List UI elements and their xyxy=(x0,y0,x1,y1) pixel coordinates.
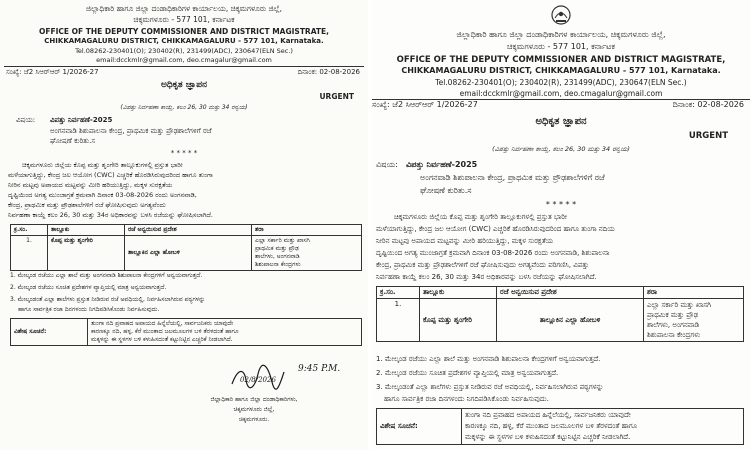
act-reference: (ವಿಪತ್ತು ನಿರ್ವಹಣಾ ಕಾಯ್ದೆ, ಕಲಂ 26, 30 ಮತ್ತು 34 ರನ್ವಯ) xyxy=(492,145,630,153)
note-line: 3. ಮೇಲ್ಕಂಡಂತೆ ಎಲ್ಲಾ ಶಾಲೆಗಳು ಪ್ರಸ್ತುತ ನೀಡಿರುವ ರಜೆ ಅವಧಿಯಲ್ಲಿ, ನಿರ್ವಹಿಸಲಾಗಿರುವ ಪಠ್ಯಗಳನ್ನು xyxy=(376,383,604,391)
office-name-english: OFFICE OF THE DEPUTY COMMISSIONER AND DISTRICT MAGISTRATE, xyxy=(38,27,330,36)
urgent-label: URGENT xyxy=(319,92,354,101)
table-header-row xyxy=(377,287,744,299)
subject-line-2: ಅಂಗನವಾಡಿ ಶಿಶುಪಾಲನಾ ಕೇಂದ್ರ, ಪ್ರಾಥಮಿಕ ಮತ್ತು ಪ್ರೌಢಶಾಲೆಗಳಿಗೆ ರಜೆ xyxy=(50,127,212,135)
office-phone: Tel.08262-230401(O); 230402(R), 231499(ADC), 230647(ELN Sec.) xyxy=(435,78,687,87)
special-note-label: ವಿಶೇಷ ಸೂಚನೆ: xyxy=(377,409,462,445)
table-row xyxy=(377,299,744,342)
office-email: email:dcckmlr@gmail.com, deo.cmagalur@gmail.com xyxy=(459,89,663,98)
subject-line-3: ಘೋಷಣೆ ಕುರಿತು.ಸ xyxy=(420,186,472,195)
subject-label: ವಿಷಯ: xyxy=(16,116,36,124)
table-cell: ಕೊಪ್ಪ ಮತ್ತು ಶೃಂಗೇರಿ xyxy=(420,299,497,342)
remark-line: ಶಾಲೆಗಳು, ಅಂಗನವಾಡಿ xyxy=(255,253,300,260)
subject-line-1: ವಿಪತ್ತು ನಿರ್ವಹಣೆ-2025 xyxy=(406,160,478,169)
office-address-kannada: ಚಿಕ್ಕಮಗಳೂರು - 577 101, ಕರ್ನಾಟಕ xyxy=(507,42,615,51)
table-header-cell: ತಾಲ್ಲೂಕು xyxy=(48,225,125,236)
table-cell: 1. xyxy=(377,299,420,342)
special-note-text: ತುಂಗಾ ನದಿ ಪ್ರವಾಹದ ಅಪಾಯದ ಹಿನ್ನೆಲೆಯಲ್ಲಿ, ಸಾರ್ವಜನಿಕರು ಯಾವುದೇ ಕಾರಣಕ್ಕೂ ನದಿ, ಹಳ್ಳ, ಕೆರೆ ಮುಂತಾದ ಜಲಮೂಲಗಳ ಬಳಿ ತೆರಳದಂತೆ ಹಾಗೂ ಮಕ್ಕಳನ್ನು ಈ ಸ್ಥಳಗಳ ಬಳಿ ಕಳುಹಿಸದಂತೆ ಕಟ್ಟುನಿಟ್ಟಿನ ಎಚ್ಚರಿಕೆ ನೀಡಲಾಗಿದೆ. xyxy=(88,319,362,346)
remark-line: ಪ್ರಾಥಮಿಕ ಮತ್ತು ಪ್ರೌಢ xyxy=(647,311,699,319)
remark-line: ಪ್ರಾಥಮಿಕ ಮತ್ತು ಪ್ರೌಢ xyxy=(255,245,299,252)
body-line: ನೀರಿನ ಮಟ್ಟವು ಅಪಾಯದ ಮಟ್ಟವನ್ನು ಮೀರಿ ಹರಿಯುತ್ತಿದ್ದು, ಮಕ್ಕಳ ಸುರಕ್ಷತೆಯ xyxy=(8,181,173,189)
karnataka-state-emblem-icon xyxy=(549,4,573,26)
header-rule xyxy=(4,66,364,67)
table-cell: ತಾಲ್ಲೂಕಿನ ಎಲ್ಲಾ ಹೋಬಳಿ xyxy=(125,236,252,271)
office-name-english: OFFICE OF THE DEPUTY COMMISSIONER AND DISTRICT MAGISTRATE, xyxy=(396,55,726,65)
memo-title: ಅಧಿಕೃತ ಜ್ಞಾಪನ xyxy=(535,116,587,127)
urgent-label: URGENT xyxy=(688,131,728,141)
body-line: ದೃಷ್ಟಿಯಿಂದ ಅಗತ್ಯ ಮುಂಜಾಗ್ರತೆ ಕ್ರಮವಾಗಿ ದಿನಾಂಕ 03-08-2026 ರಂದು ಅಂಗನವಾಡಿ, xyxy=(8,191,197,199)
document-photo-left xyxy=(0,0,368,450)
table-cell: ತಾಲ್ಲೂಕಿನ ಎಲ್ಲಾ ಹೋಬಳಿ xyxy=(497,299,644,342)
note-line: ಹಾಗೂ ಸಾರ್ವತ್ರಿಕ ರಜಾ ದಿನಗಳಂದು ನಿಗದಿಪಡಿಸಿಕೊಂಡು ನಿರ್ವಹಿಸುವುದು. xyxy=(18,306,160,313)
signature-block-line: ಚಿಕ್ಕಮಗಳೂರು ಜಿಲ್ಲೆ, xyxy=(233,406,275,413)
note-line: 2. ಮೇಲ್ಕಂಡ ರಜೆಯು ಸೂಚಿತ ಪ್ರದೇಶಗಳ ವ್ಯಾಪ್ತಿಯಲ್ಲಿ ಮಾತ್ರ ಅನ್ವಯವಾಗುತ್ತದೆ. xyxy=(376,369,559,377)
note-line: 1. ಮೇಲ್ಕಂಡ ರಜೆಯು ಎಲ್ಲಾ ಶಾಲೆ ಮತ್ತು ಅಂಗನವಾಡಿ ಶಿಶುಪಾಲನಾ ಕೇಂದ್ರಗಳಿಗೆ ಅನ್ವಯವಾಗುತ್ತದೆ. xyxy=(376,355,601,363)
office-name-kannada: ಜಿಲ್ಲಾಧಿಕಾರಿ ಹಾಗೂ ಜಿಲ್ಲಾ ದಂಡಾಧಿಕಾರಿಗಳ ಕಾರ್ಯಾಲಯ, ಚಿಕ್ಕಮಗಳೂರು ಜಿಲ್ಲೆ, xyxy=(85,4,283,13)
note-line: ಹಾಗೂ ಸಾರ್ವತ್ರಿಕ ರಜಾ ದಿನಗಳಂದು ನಿಗದಿಪಡಿಸಿಕೊಂಡು ನಿರ್ವಹಿಸುವುದು. xyxy=(384,395,549,403)
table-cell: ಕೊಪ್ಪ ಮತ್ತು ಶೃಂಗೇರಿ xyxy=(48,236,125,271)
document-photo-right xyxy=(372,0,750,450)
subject-label: ವಿಷಯ: xyxy=(376,160,398,169)
table-header-cell: ರಜೆ ಅನ್ವಯಿಸುವ ಪ್ರದೇಶ xyxy=(125,225,252,236)
holiday-table xyxy=(10,224,362,271)
note-line: 1. ಮೇಲ್ಕಂಡ ರಜೆಯು ಎಲ್ಲಾ ಶಾಲೆ ಮತ್ತು ಅಂಗನವಾಡಿ ಶಿಶುಪಾಲನಾ ಕೇಂದ್ರಗಳಿಗೆ ಅನ್ವಯವಾಗುತ್ತದೆ. xyxy=(10,272,203,279)
table-cell xyxy=(644,299,744,342)
table-header-cell: ಕ್ರ.ಸಂ. xyxy=(11,225,48,236)
table-header-cell: ರಜೆ ಅನ್ವಯಿಸುವ ಪ್ರದೇಶ xyxy=(497,287,644,299)
reference-number: ಸಂಖ್ಯೆ: ಜೆ2 ಸಿಆರ್‌ಆರ್ 1/2026-27 xyxy=(6,68,99,76)
body-line: ಚಿಕ್ಕಮಗಳೂರು ಜಿಲ್ಲೆಯ ಕೊಪ್ಪ ಮತ್ತು ಶೃಂಗೇರಿ ತಾಲ್ಲೂಕುಗಳಲ್ಲಿ ಪ್ರಸ್ತುತ ಭಾರೀ xyxy=(394,213,567,221)
body-line: ದೃಷ್ಟಿಯಿಂದ ಅಗತ್ಯ ಮುಂಜಾಗ್ರತೆ ಕ್ರಮವಾಗಿ ದಿನಾಂಕ 03-08-2026 ರಂದು ಅಂಗನವಾಡಿ, ಶಿಶುಪಾಲನಾ xyxy=(376,249,610,257)
remark-line: ಶಿಶುಪಾಲನಾ ಕೇಂದ್ರಗಳು xyxy=(647,331,701,339)
table-header-row xyxy=(11,225,362,236)
reference-number: ಸಂಖ್ಯೆ: ಜೆ2 ಸಿಆರ್‌ಆರ್ 1/2026-27 xyxy=(372,100,478,109)
note-line: 3. ಮೇಲ್ಕಂಡಂತೆ ಎಲ್ಲಾ ಶಾಲೆಗಳು ಪ್ರಸ್ತುತ ನೀಡಿರುವ ರಜೆ ಅವಧಿಯಲ್ಲಿ, ನಿರ್ವಹಿಸಲಾಗಿರುವ ಪಠ್ಯಗಳನ್ನು xyxy=(10,296,206,303)
table-header-cell: ಕ್ರ.ಸಂ. xyxy=(377,287,420,299)
body-line: ಚಿಕ್ಕಮಗಳೂರು ಜಿಲ್ಲೆಯ ಕೊಪ್ಪ ಮತ್ತು ಶೃಂಗೇರಿ ತಾಲ್ಲೂಕುಗಳಲ್ಲಿ ಪ್ರಸ್ತುತ ಭಾರೀ xyxy=(22,161,183,169)
body-line: ಕೇಂದ್ರ, ಪ್ರಾಥಮಿಕ ಮತ್ತು ಪ್ರೌಢಶಾಲೆಗಳಿಗೆ ರಜೆ ಘೋಷಿಸುವುದು ಅಗತ್ಯವೆಂದು ಪರಿಗಣಿಸಿ, ವಿಪತ್ತು xyxy=(376,261,589,269)
table-row xyxy=(11,236,362,271)
special-note-text: ತುಂಗಾ ನದಿ ಪ್ರವಾಹದ ಅಪಾಯದ ಹಿನ್ನೆಲೆಯಲ್ಲಿ, ಸಾರ್ವಜನಿಕರು ಯಾವುದೇ ಕಾರಣಕ್ಕೂ ನದಿ, ಹಳ್ಳ, ಕೆರೆ ಮುಂತಾದ ಜಲಮೂಲಗಳ ಬಳಿ ತೆರಳದಂತೆ ಹಾಗೂ ಮಕ್ಕಳನ್ನು ಈ ಸ್ಥಳಗಳ ಬಳಿ ಕಳುಹಿಸದಂತೆ ಕಟ್ಟುನಿಟ್ಟಿನ ಎಚ್ಚರಿಕೆ ನೀಡಲಾಗಿದೆ. xyxy=(462,409,744,445)
holiday-table xyxy=(376,286,744,342)
subject-line-3: ಘೋಷಣೆ ಕುರಿತು.ಸ xyxy=(50,137,96,145)
office-name-kannada: ಜಿಲ್ಲಾಧಿಕಾರಿ ಹಾಗೂ ಜಿಲ್ಲಾ ದಂಡಾಧಿಕಾರಿಗಳ ಕಾರ್ಯಾಲಯ, ಚಿಕ್ಕಮಗಳೂರು ಜಿಲ್ಲೆ, xyxy=(456,30,666,39)
office-address-english: CHIKKAMAGALURU DISTRICT, CHIKKAMAGALURU - 577 101, Karnataka. xyxy=(401,66,721,75)
office-email: email:dcckmlr@gmail.com, deo.cmagalur@gmail.com xyxy=(96,56,272,64)
signature-block-line: ಜಿಲ್ಲಾಧಿಕಾರಿ ಹಾಗೂ ಜಿಲ್ಲಾ ದಂಡಾಧಿಕಾರಿಗಳು, xyxy=(210,396,298,403)
subject-line-1: ವಿಪತ್ತು ನಿರ್ವಹಣೆ-2025 xyxy=(50,116,113,124)
office-address-english: CHIKKAMAGALURU DISTRICT, CHIKKAMAGALURU - 577 101, Karnataka. xyxy=(44,37,324,45)
subject-line-2: ಅಂಗನವಾಡಿ ಶಿಶುಪಾಲನಾ ಕೇಂದ್ರ, ಪ್ರಾಥಮಿಕ ಮತ್ತು ಪ್ರೌಢಶಾಲೆಗಳಿಗೆ ರಜೆ xyxy=(420,173,605,182)
body-line: ನೀರಿನ ಮಟ್ಟವು ಅಪಾಯದ ಮಟ್ಟವನ್ನು ಮೀರಿ ಹರಿಯುತ್ತಿದ್ದು, ಮಕ್ಕಳ ಸುರಕ್ಷತೆಯ xyxy=(376,237,553,245)
separator-stars: * * * * * xyxy=(170,149,198,157)
office-address-kannada: ಚಿಕ್ಕಮಗಳೂರು - 577 101, ಕರ್ನಾಟಕ xyxy=(133,15,235,24)
body-line: ಕೇಂದ್ರ, ಪ್ರಾಥಮಿಕ ಮತ್ತು ಪ್ರೌಢಶಾಲೆಗಳಿಗೆ ರಜೆ ಘೋಷಿಸುವುದು ಅಗತ್ಯವೆಂದು xyxy=(8,201,166,209)
signature-block-line: ಚಿಕ್ಕಮಗಳೂರು. xyxy=(238,416,270,423)
remark-line: ಎಲ್ಲಾ ಸರ್ಕಾರಿ ಮತ್ತು ಖಾಸಗಿ xyxy=(647,301,711,309)
special-note-table xyxy=(376,408,744,445)
memo-title: ಅಧಿಕೃತ ಜ್ಞಾಪನ xyxy=(160,80,207,90)
act-reference: (ವಿಪತ್ತು ನಿರ್ವಹಣಾ ಕಾಯ್ದೆ, ಕಲಂ 26, 30 ಮತ್ತು 34 ರನ್ವಯ) xyxy=(120,104,248,111)
office-phone: Tel.08262-230401(O); 230402(R), 231499(ADC), 230647(ELN Sec.) xyxy=(75,47,293,55)
reference-date: ದಿನಾಂಕ: 02-08-2026 xyxy=(672,100,744,109)
note-line: 2. ಮೇಲ್ಕಂಡ ರಜೆಯು ಸೂಚಿತ ಪ್ರದೇಶಗಳ ವ್ಯಾಪ್ತಿಯಲ್ಲಿ ಮಾತ್ರ ಅನ್ವಯವಾಗುತ್ತದೆ. xyxy=(10,284,167,291)
reference-date: ದಿನಾಂಕ: 02-08-2026 xyxy=(297,68,360,76)
table-cell xyxy=(252,236,362,271)
remark-line: ಶಿಶುಪಾಲನಾ ಕೇಂದ್ರಗಳು xyxy=(255,261,301,268)
handwritten-date: 02/8/2026 xyxy=(240,376,276,384)
body-line: ಮಳೆಯಾಗುತ್ತಿದ್ದು, ಕೇಂದ್ರ ಜಲ ಆಯೋಗ (CWC) ಎಚ್ಚರಿಕೆ ಹೊರಡಿಸಿರುವುದರಿಂದ ಹಾಗೂ ತುಂಗಾ ನದಿಯ xyxy=(376,225,615,233)
remark-line: ಶಾಲೆಗಳು, ಅಂಗನವಾಡಿ xyxy=(647,321,700,329)
separator-stars: * * * * * xyxy=(545,200,577,209)
table-header-cell: ತಾಲ್ಲೂಕು xyxy=(420,287,497,299)
body-line: ನಿರ್ವಹಣಾ ಕಾಯ್ದೆ ಕಲಂ 26, 30 ಮತ್ತು 34ರ ಅಧಿಕಾರವನ್ನು ಬಳಸಿ ರಜೆಯನ್ನು ಘೋಷಿಸಲಾಗಿದೆ. xyxy=(376,273,597,281)
body-line: ಮಳೆಯಾಗುತ್ತಿದ್ದು, ಕೇಂದ್ರ ಜಲ ಆಯೋಗ (CWC) ಎಚ್ಚರಿಕೆ ಹೊರಡಿಸಿರುವುದರಿಂದ ಹಾಗೂ ತುಂಗಾ xyxy=(8,171,213,179)
handwritten-time: 9:45 P.M. xyxy=(298,364,341,374)
table-header-cell: ಶರಾ xyxy=(644,287,744,299)
remark-line: ಎಲ್ಲಾ ಸರ್ಕಾರಿ ಮತ್ತು ಖಾಸಗಿ xyxy=(255,237,310,244)
special-note-label: ವಿಶೇಷ ಸೂಚನೆ: xyxy=(11,319,88,346)
table-header-cell: ಶರಾ xyxy=(252,225,362,236)
table-cell: 1. xyxy=(11,236,48,271)
special-note-table xyxy=(10,318,362,346)
body-line: ನಿರ್ವಹಣಾ ಕಾಯ್ದೆ ಕಲಂ 26, 30 ಮತ್ತು 34ರ ಅಧಿಕಾರವನ್ನು ಬಳಸಿ ರಜೆಯನ್ನು ಘೋಷಿಸಲಾಗಿದೆ. xyxy=(8,211,213,219)
